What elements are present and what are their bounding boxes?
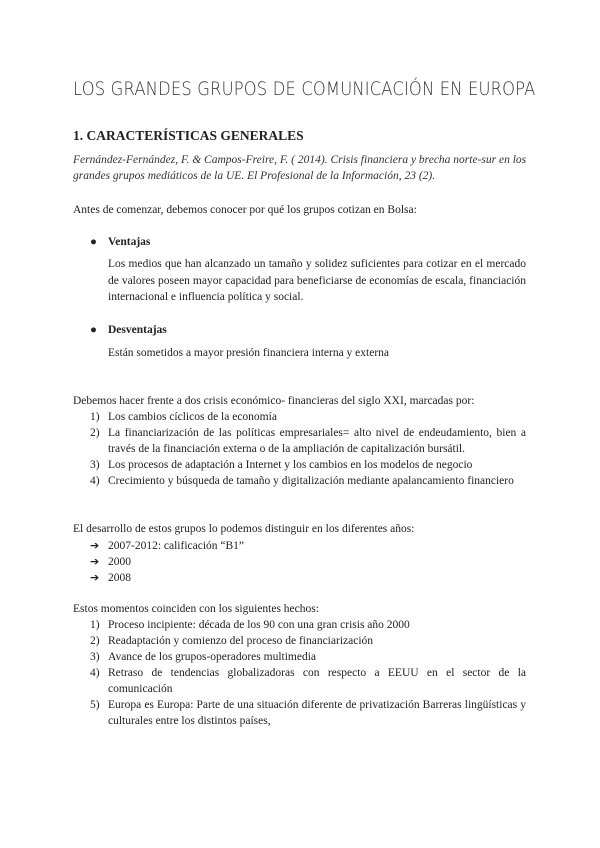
- bullet-dot-icon: ●: [90, 236, 97, 248]
- bullet-dot-icon: ●: [90, 324, 97, 336]
- list-item: [73, 473, 526, 489]
- crisis-list: [73, 409, 526, 489]
- list-text: Avance de los grupos-operadores multimedia: [108, 651, 316, 663]
- list-item: [73, 425, 526, 457]
- section-heading: 1. CARACTERÍSTICAS GENERALES: [73, 128, 304, 143]
- list-text: Proceso incipiente: década de los 90 con una gran crisis año 2000: [108, 619, 410, 631]
- list-text: Los cambios cíclicos de la economía: [108, 411, 277, 423]
- list-text: Europa es Europa: Parte de una situación diferente de privatización Barreras lingüísticas y culturales entre los distintos países,: [108, 699, 526, 727]
- list-item: [73, 409, 526, 425]
- list-number: 5): [90, 699, 100, 711]
- arrow-right-icon: ➔: [90, 539, 100, 552]
- bullet-label: Ventajas: [108, 236, 151, 248]
- list-item: [73, 570, 244, 586]
- list-number: 1): [90, 619, 100, 631]
- list-number: 3): [90, 651, 100, 663]
- list-text: 2008: [108, 572, 131, 584]
- list-text: Los procesos de adaptación a Internet y los cambios en los modelos de negocio: [108, 459, 473, 471]
- list-text: 2000: [108, 556, 131, 568]
- bullet-label: Desventajas: [108, 324, 167, 336]
- page-title: LOS GRANDES GRUPOS DE COMUNICACIÓN EN EUROPA: [73, 78, 536, 100]
- years-intro: El desarrollo de estos grupos lo podemos distinguir en los diferentes años:: [73, 523, 415, 535]
- list-text: 2007-2012: calificación “B1”: [108, 540, 245, 552]
- list-item: [73, 617, 526, 633]
- bullet-desventajas: [90, 324, 167, 336]
- list-item: [73, 665, 526, 697]
- bullet-ventajas: [90, 236, 150, 248]
- list-number: 4): [90, 475, 100, 487]
- list-item: [73, 554, 244, 570]
- crisis-intro: Debemos hacer frente a dos crisis económico- financieras del siglo XXI, marcadas por:: [73, 395, 475, 407]
- list-item: [73, 457, 526, 473]
- years-list: [73, 538, 244, 586]
- arrow-right-icon: ➔: [90, 571, 100, 584]
- facts-list: [73, 617, 526, 729]
- list-item: [73, 538, 244, 554]
- list-text: Retraso de tendencias globalizadoras con respecto a EEUU en el sector de la comunicación: [108, 667, 526, 695]
- arrow-right-icon: ➔: [90, 555, 100, 568]
- list-number: 3): [90, 459, 100, 471]
- intro-paragraph: Antes de comenzar, debemos conocer por qué los grupos cotizan en Bolsa:: [73, 204, 417, 216]
- list-item: [73, 649, 526, 665]
- facts-intro: Estos momentos coinciden con los siguientes hechos:: [73, 603, 319, 615]
- list-number: 2): [90, 427, 100, 439]
- reference-citation: Fernández-Fernández, F. & Campos-Freire, F. ( 2014). Crisis financiera y brecha norte-sur en los grandes grupos mediáticos de la UE. El Profesional de la Información, 23 (2).: [73, 154, 527, 182]
- list-number: 4): [90, 667, 100, 679]
- list-item: [73, 633, 526, 649]
- list-text: Crecimiento y búsqueda de tamaño y digitalización mediante apalancamiento financiero: [108, 475, 514, 487]
- bullet-description: Los medios que han alcanzado un tamaño y solidez suficientes para cotizar en el mercado de valores poseen mayor capacidad para beneficiarse de economías de escala, financiación internacional e influencia política y social.: [108, 258, 526, 303]
- list-number: 2): [90, 635, 100, 647]
- list-text: La financiarización de las políticas empresariales= alto nivel de endeudamiento, bien a través de la financiación externa o de la ampliación de capitalización bursátil.: [108, 427, 526, 455]
- bullet-description: Están sometidos a mayor presión financiera interna y externa: [108, 347, 390, 359]
- list-item: [73, 697, 526, 729]
- list-number: 1): [90, 411, 100, 423]
- list-text: Readaptación y comienzo del proceso de financiarización: [108, 635, 374, 647]
